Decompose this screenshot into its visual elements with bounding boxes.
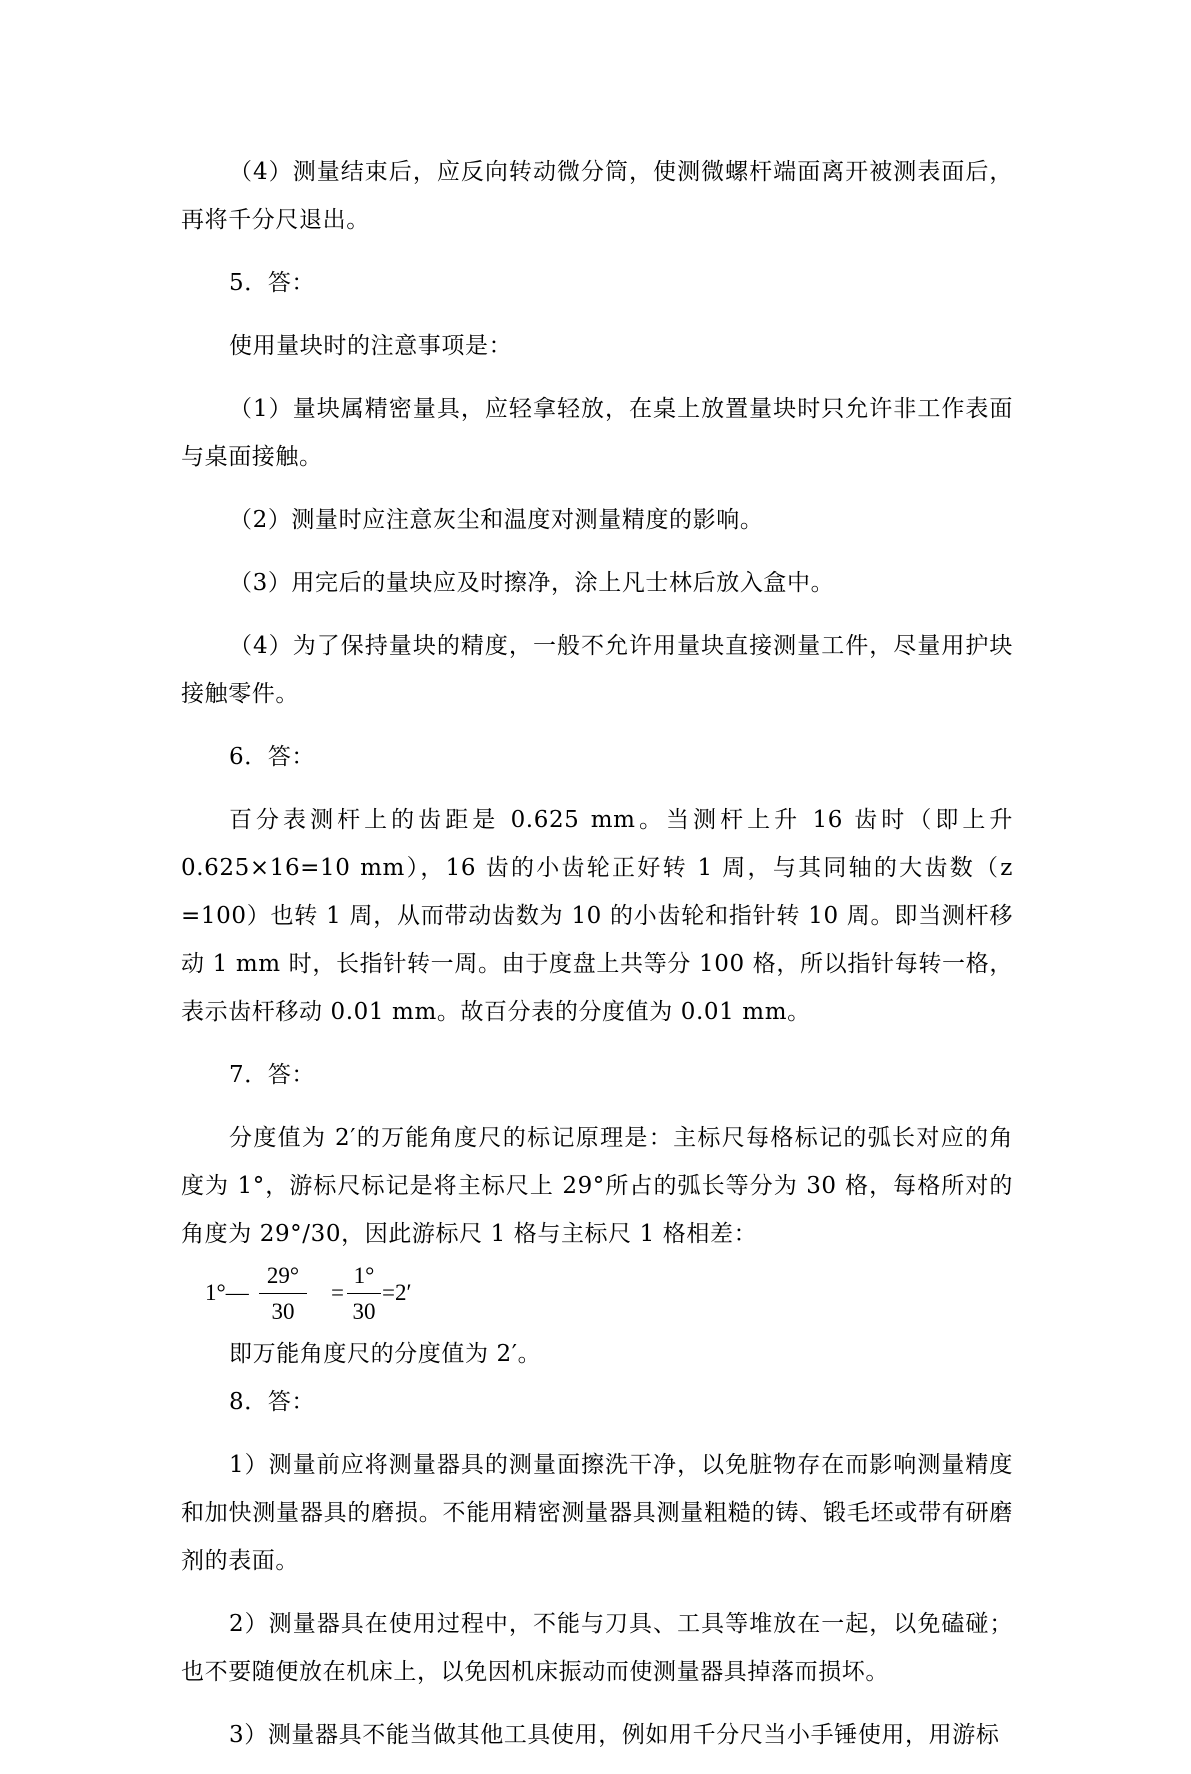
paragraph: 1）测量前应将测量器具的测量面擦洗干净，以免脏物存在而影响测量精度和加快测量器具的磨损。不能用精密测量器具测量粗糙的铸、锻毛坯或带有研磨剂的表面。 xyxy=(181,1452,1013,1574)
paragraph: 2）测量器具在使用过程中，不能与刀具、工具等堆放在一起，以免磕碰；也不要随便放在机床上，以免因机床振动而使测量器具掉落而损坏。 xyxy=(181,1611,1013,1685)
question-heading-7: 7．答： xyxy=(229,1062,316,1088)
fraction-denominator: 30 xyxy=(352,1299,376,1324)
formula-equals: = xyxy=(331,1280,344,1305)
paragraph: （1）量块属精密量具，应轻拿轻放，在桌上放置量块时只允许非工作表面与桌面接触。 xyxy=(181,396,1013,470)
formula-result: =2′ xyxy=(382,1280,412,1305)
question-heading-6: 6．答： xyxy=(229,744,316,770)
formula xyxy=(181,1258,1013,1328)
paragraph: （3）用完后的量块应及时擦净，涂上凡士林后放入盒中。 xyxy=(229,570,835,596)
fraction-bar xyxy=(259,1293,307,1294)
fraction-bar xyxy=(347,1293,381,1294)
document-body xyxy=(181,148,1013,1774)
paragraph: （2）测量时应注意灰尘和温度对测量精度的影响。 xyxy=(229,507,764,533)
fraction-numerator: 1° xyxy=(353,1263,375,1288)
question-heading-8: 8．答： xyxy=(229,1389,316,1415)
fraction-numerator: 29° xyxy=(266,1263,300,1288)
formula-fraction-1 xyxy=(259,1262,307,1326)
paragraph: 使用量块时的注意事项是： xyxy=(229,333,513,359)
paragraph: 百分表测杆上的齿距是 0.625 mm。当测杆上升 16 齿时（即上升 0.625×16=10 mm），16 齿的小齿轮正好转 1 周，与其同轴的大齿数（z =100）也转 1 周，从而带动齿数为 10 的小齿轮和指针转 10 周。即当测杆移动 1 mm 时，长指针转一周。由于度盘上共等分 100 格，所以指针每转一格，表示齿杆移动 0.01 mm。故百分表的分度值为 0.01 mm。 xyxy=(181,807,1013,1025)
paragraph: （4）测量结束后，应反向转动微分筒，使测微螺杆端面离开被测表面后，再将千分尺退出。 xyxy=(181,159,1013,233)
paragraph: （4）为了保持量块的精度，一般不允许用量块直接测量工件，尽量用护块接触零件。 xyxy=(181,633,1013,707)
question-heading-5: 5．答： xyxy=(229,270,316,296)
paragraph: 3）测量器具不能当做其他工具使用，例如用千分尺当小手锤使用，用游标 xyxy=(229,1722,1000,1748)
formula-fraction-2 xyxy=(347,1262,381,1326)
fraction-denominator: 30 xyxy=(271,1299,295,1324)
paragraph: 分度值为 2′的万能角度尺的标记原理是：主标尺每格标记的弧长对应的角度为 1°，游标尺标记是将主标尺上 29°所占的弧长等分为 30 格，每格所对的角度为 29°/30，因此游标尺 1 格与主标尺 1 格相差： xyxy=(181,1125,1013,1247)
paragraph: 即万能角度尺的分度值为 2′。 xyxy=(229,1341,542,1367)
formula-lead: 1°— xyxy=(205,1280,249,1305)
